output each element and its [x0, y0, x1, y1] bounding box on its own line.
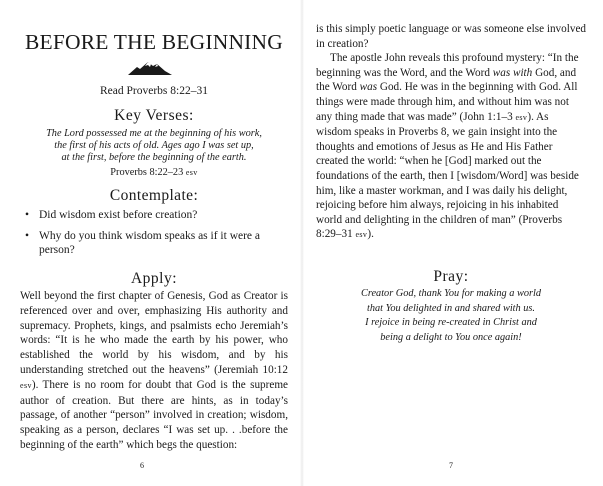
pray-heading: Pray: — [433, 268, 469, 285]
verse-version: esv — [185, 168, 198, 177]
page-number: 6 — [140, 461, 144, 470]
emphasis-was: was — [359, 81, 378, 94]
version-label: esv — [355, 230, 368, 240]
prayer-line: I rejoice in being re-created in Christ and — [365, 317, 537, 329]
reading-reference: Read Proverbs 8:22–31 — [100, 85, 208, 97]
verse-reference — [20, 167, 288, 178]
apply-body-continued — [316, 22, 586, 243]
apply-body — [20, 289, 288, 453]
list-item: • Did wisdom exist before creation? — [25, 209, 198, 221]
key-verses-heading: Key Verses: — [114, 107, 194, 124]
version-label: esv — [515, 112, 528, 122]
prayer-line: Creator God, thank You for making a world — [360, 288, 542, 299]
verse-line: The Lord possessed me at the beginning of his work, — [46, 128, 262, 139]
prayer-line: being a delight to You once again! — [380, 331, 522, 343]
apply-heading: Apply: — [130, 270, 178, 287]
paragraph-text: God. He was in the beginning with God. All things were made through him, and without him was not any thing made that was made” (John 1:1–3 — [316, 81, 578, 123]
bullet-text: Did wisdom exist before creation? — [39, 209, 198, 221]
page-number: 7 — [449, 461, 453, 470]
verse-ref-text: Proverbs 8:22–23 — [110, 167, 184, 178]
verse-line: the first of his acts of old. Ages ago I was set up, — [54, 140, 254, 152]
prayer-text — [316, 287, 586, 345]
paragraph-text: The apostle John reveals this profound mystery: “In the beginning was the Word, and the Word — [316, 52, 579, 79]
continued-paragraph: is this simply poetic language or was someone else involved in creation? — [316, 23, 587, 50]
contemplate-list — [20, 208, 288, 264]
emphasis-with: with — [512, 66, 533, 79]
list-item: • Why do you think wisdom speaks as if it were a person? — [25, 229, 261, 256]
prayer-line: that You delighted in and shared with us. — [366, 302, 535, 314]
apply-text: Well beyond the first chapter of Genesis, God as Creator is referenced over and over, emphasizing His authority and supremacy. Prophets, kings, and psalmists echo Jeremiah’s words: “It is he who made the earth by his power, who established the world by his wisdom, and by his understanding stretched out the heavens” (Jeremiah 10:12 — [20, 290, 288, 376]
emphasis-was: was — [492, 66, 511, 79]
page-title: BEFORE THE BEGINNING — [24, 30, 283, 54]
bullet-text: Why do you think wisdom speaks as if it were a person? — [39, 229, 261, 256]
right-page — [304, 0, 603, 486]
mountain-icon — [128, 61, 172, 75]
paragraph-text: God, and the Word — [316, 66, 577, 94]
verse-line: at the first, before the beginning of the earth. — [61, 152, 247, 164]
key-verse-text — [20, 128, 288, 165]
john-paragraph — [316, 51, 586, 243]
paragraph-text: ). As wisdom speaks in Proverbs 8, we gain insight into the thoughts and emotions of Jesus as He and His Father created the world: “when he [God] marked out the foundations of the earth, then I [wisdom/Word] was beside him, like a master workman, and I was daily his delight, rejoicing before him always, rejoicing in his inhabited world and delighting in the children of man” (Proverbs 8:29–31 — [316, 110, 579, 241]
apply-version: esv — [20, 380, 32, 390]
apply-text: ). There is no room for doubt that God is the supreme author of creation. But there are hints, as in today’s passage, of another “person” involved in creation; wisdom, speaking as a person, declares “I was set up. . .before the beginning of the earth” which begs the question: — [20, 378, 288, 451]
contemplate-heading: Contemplate: — [109, 187, 199, 204]
paragraph-text: ). — [367, 228, 374, 241]
left-page — [0, 0, 300, 486]
